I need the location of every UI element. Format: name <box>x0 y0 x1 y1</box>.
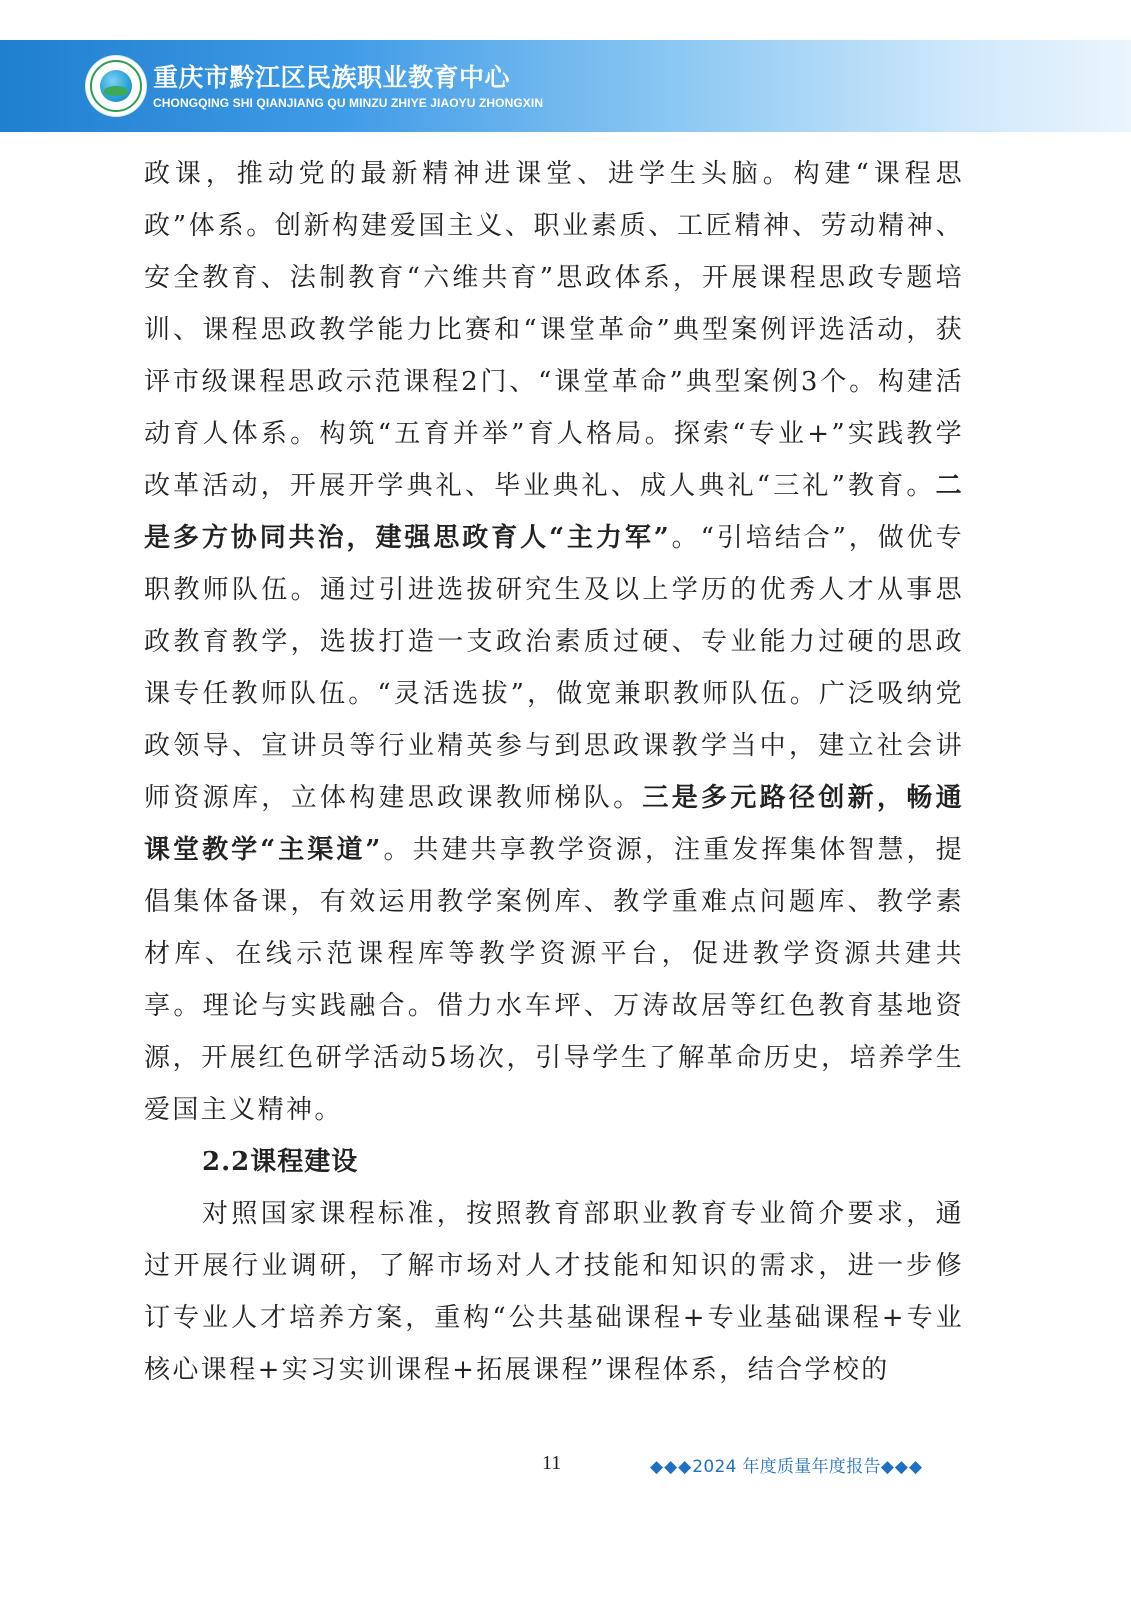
paragraph-course-construction: 对照国家课程标准，按照教育部职业教育专业简介要求，通过开展行业调研，了解市场对人才技能和知识的需求，进一步修订专业人才培养方案，重构“公共基础课程+专业基础课程+专业核心课程+实习实训课程+拓展课程”课程体系，结合学校的 <box>144 1199 964 1385</box>
logo-leaf <box>104 86 128 96</box>
school-name-en: CHONGQING SHI QIANJIANG QU MINZU ZHIYE JIAOYU ZHONGXIN <box>153 96 544 110</box>
page-number: 11 <box>542 1452 562 1474</box>
report-title: 2024 年度质量年度报告 <box>692 1457 881 1477</box>
paragraph-text: 政课，推动党的最新精神进课堂、进学生头脑。构建“课程思政”体系。创新构建爱国主义、职业素质、工匠精神、劳动精神、安全教育、法制教育“六维共育”思政体系，开展课程思政专题培训、课程思政教学能力比赛和“课堂革命”典型案例评选活动，获评市级课程思政示范课程2门、“课堂革命”典型案例3个。构建活动育人体系。构筑“五育并举”育人格局。探索“专业+”实践教学改革活动，开展开学典礼、毕业典礼、成人典礼“三礼”教育。 <box>144 159 964 501</box>
school-name-cn: 重庆市黔江区民族职业教育中心 <box>153 63 511 92</box>
diamond-decoration-left: ◆◆◆ <box>650 1457 693 1477</box>
paragraph-ideological-education <box>144 148 964 1136</box>
diamond-decoration-right: ◆◆◆ <box>880 1457 924 1477</box>
paragraph-text: 。“引培结合”，做优专职教师队伍。通过引进选拔研究生及以上学历的优秀人才从事思政教育教学，选拔打造一支政治素质过硬、专业能力过硬的思政课专任教师队伍。“灵活选拔”，做宽兼职教师队伍。广泛吸纳党政领导、宣讲员等行业精英参与到思政课教学当中，建立社会讲师资源库，立体构建思政课教师梯队。 <box>144 523 965 813</box>
document-body <box>144 148 964 1396</box>
footer-report-title <box>650 1452 923 1477</box>
school-logo-icon <box>86 56 146 116</box>
bold-point-two: 二是多方协同共治，建强思政育人“主力军” <box>144 471 964 553</box>
page-header <box>0 40 1131 132</box>
bold-point-three: 三是多元路径创新，畅通课堂教学“主渠道” <box>144 783 964 865</box>
paragraph-text: 。共建共享教学资源，注重发挥集体智慧，提倡集体备课，有效运用教学案例库、教学重难点问题库、教学素材库、在线示范课程库等教学资源平台，促进教学资源共建共享。理论与实践融合。借力水车坪、万涛故居等红色教育基地资源，开展红色研学活动5场次，引导学生了解革命历史，培养学生爱国主义精神。 <box>144 835 964 1125</box>
section-heading: 2.2课程建设 <box>202 1147 359 1177</box>
